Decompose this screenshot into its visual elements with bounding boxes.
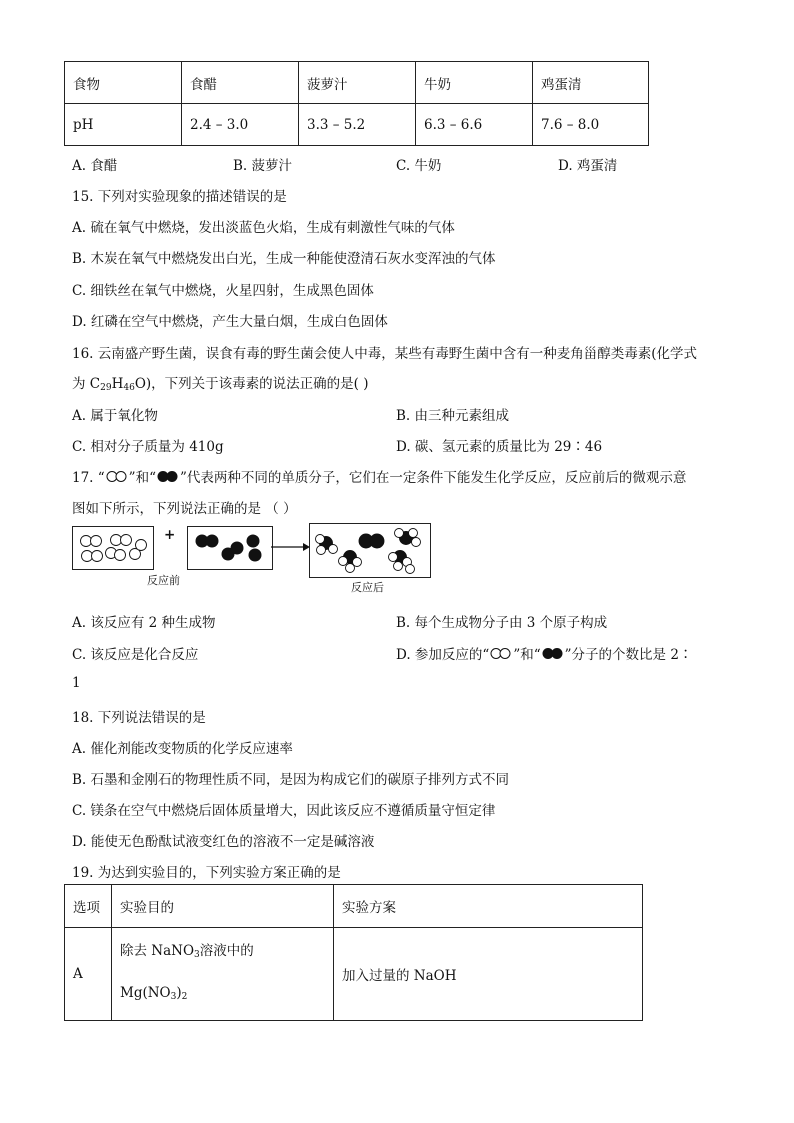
table-cell: 加入过量的 NaOH bbox=[334, 928, 643, 1021]
goal-line1: 除去 NaNO$_3$溶液中的 bbox=[120, 943, 254, 960]
q15-stem: 15. 下列对实验现象的描述错误的是 bbox=[72, 189, 287, 205]
black-molecule-icon bbox=[541, 647, 565, 660]
table-cell: A bbox=[65, 928, 112, 1021]
q17-option-d-tail: 1 bbox=[72, 675, 81, 691]
table-cell: 2.4 – 3.0 bbox=[182, 104, 299, 146]
before-label: 反应前 bbox=[147, 574, 180, 587]
q17-stem-line2: 图如下所示，下列说法正确的是 （ ） bbox=[72, 501, 297, 517]
product-box bbox=[309, 523, 431, 578]
q15-option-d: D. 红磷在空气中燃烧，产生大量白烟，生成白色固体 bbox=[72, 314, 388, 330]
ph-table bbox=[64, 61, 649, 146]
q18-option-b: B. 石墨和金刚石的物理性质不同，是因为构成它们的碳原子排列方式不同 bbox=[72, 772, 510, 788]
q17-option-d: D. 参加反应的“ ”和“ ”分子的个数比是 2∶ bbox=[396, 647, 693, 663]
q16-option-d: D. 碳、氢元素的质量比为 29∶46 bbox=[396, 439, 603, 455]
table-cell: 菠萝汁 bbox=[299, 62, 416, 104]
q16-option-c: C. 相对分子质量为 410g bbox=[72, 439, 224, 455]
reaction-arrow-icon bbox=[271, 541, 311, 553]
q19-stem: 19. 为达到实验目的，下列实验方案正确的是 bbox=[72, 865, 341, 881]
table-cell: 牛奶 bbox=[416, 62, 533, 104]
q18-option-c: C. 镁条在空气中燃烧后固体质量增大，因此该反应不遵循质量守恒定律 bbox=[72, 803, 496, 819]
q16-stem-line1: 16. 云南盛产野生菌，误食有毒的野生菌会使人中毒，某些有毒野生菌中含有一种麦角甾醇类毒素(化学式 bbox=[72, 346, 698, 362]
after-label: 反应后 bbox=[351, 581, 384, 594]
q16-option-a: A. 属于氧化物 bbox=[72, 408, 158, 424]
table-cell: 食醋 bbox=[182, 62, 299, 104]
q16-option-b: B. 由三种元素组成 bbox=[396, 408, 510, 424]
table-cell: 6.3 – 6.6 bbox=[416, 104, 533, 146]
q14-option-b: B. 菠萝汁 bbox=[233, 158, 293, 174]
q18-option-d: D. 能使无色酚酞试液变红色的溶液不一定是碱溶液 bbox=[72, 834, 375, 850]
white-molecule-icon bbox=[489, 647, 513, 660]
q18-stem: 18. 下列说法错误的是 bbox=[72, 710, 206, 726]
q15-option-c: C. 细铁丝在氧气中燃烧，火星四射，生成黑色固体 bbox=[72, 283, 374, 299]
q15-option-a: A. 硫在氧气中燃烧，发出淡蓝色火焰，生成有刺激性气味的气体 bbox=[72, 220, 455, 236]
white-molecule-icon bbox=[105, 470, 129, 483]
table-header: 选项 bbox=[65, 885, 112, 928]
q17-option-c: C. 该反应是化合反应 bbox=[72, 647, 199, 663]
table-cell: pH bbox=[65, 104, 182, 146]
table-cell: 3.3 – 5.2 bbox=[299, 104, 416, 146]
q17-stem-line1: 17. “ ”和“ ”代表两种不同的单质分子，它们在一定条件下能发生化学反应，反应前后的微观示意 bbox=[72, 470, 687, 486]
table-cell bbox=[112, 928, 334, 1021]
table-header: 实验目的 bbox=[112, 885, 334, 928]
table-cell: 7.6 – 8.0 bbox=[533, 104, 649, 146]
table-cell: 鸡蛋清 bbox=[533, 62, 649, 104]
plus-sign: + bbox=[164, 527, 176, 543]
q14-option-c: C. 牛奶 bbox=[396, 158, 442, 174]
q15-option-b: B. 木炭在氧气中燃烧发出白光，生成一种能使澄清石灰水变浑浊的气体 bbox=[72, 251, 496, 267]
reactant-white-box bbox=[72, 526, 154, 570]
reactant-black-box bbox=[187, 526, 273, 570]
q16-stem-line2: 为 $C_{29}H_{46}O$)，下列关于该毒素的说法正确的是( ) bbox=[72, 376, 369, 393]
q17-option-a: A. 该反应有 2 种生成物 bbox=[72, 615, 216, 631]
q14-option-d: D. 鸡蛋清 bbox=[558, 158, 618, 174]
q17-option-b: B. 每个生成物分子由 3 个原子构成 bbox=[396, 615, 608, 631]
q14-option-a: A. 食醋 bbox=[72, 158, 118, 174]
q18-option-a: A. 催化剂能改变物质的化学反应速率 bbox=[72, 741, 293, 757]
table-cell: 食物 bbox=[65, 62, 182, 104]
goal-line2: $Mg(NO_3)_2$ bbox=[120, 985, 188, 1002]
table-header: 实验方案 bbox=[334, 885, 643, 928]
q19-table bbox=[64, 884, 643, 1021]
black-molecule-icon bbox=[156, 470, 180, 483]
